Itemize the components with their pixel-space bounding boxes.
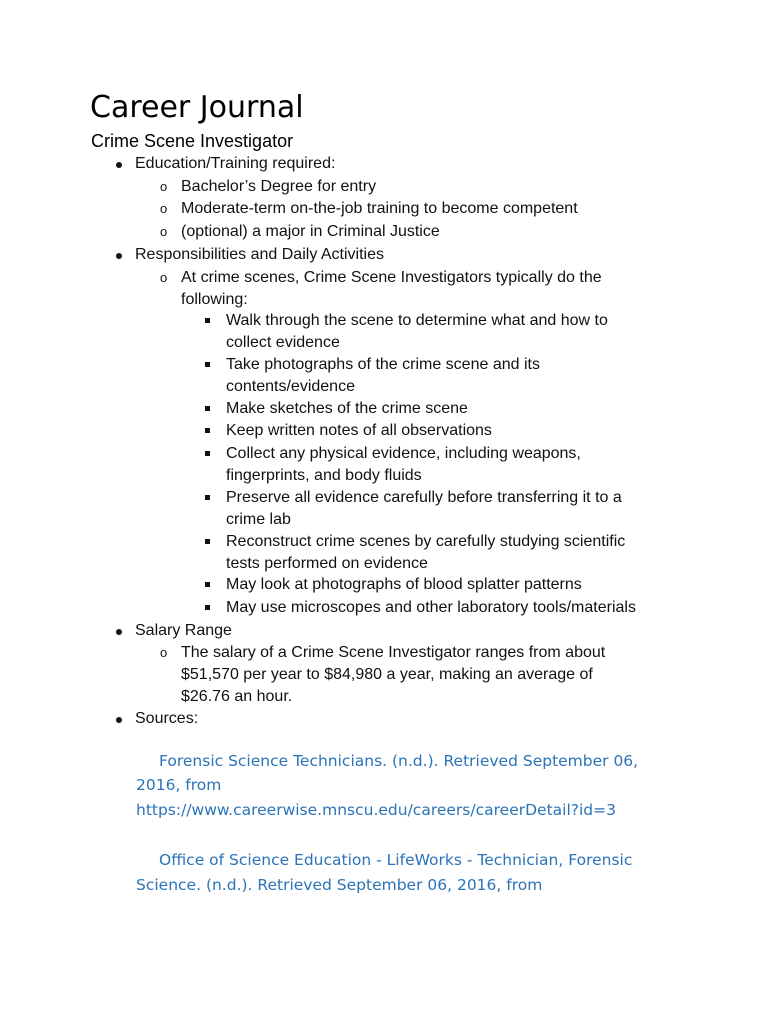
bullet-disc-icon [116, 629, 122, 635]
section-heading-responsibilities: Responsibilities and Daily Activities [135, 246, 384, 263]
document-title: Career Journal [90, 90, 304, 125]
task-item-continuation: fingerprints, and body fluids [226, 467, 422, 484]
task-item: May look at photographs of blood splatter patterns [226, 576, 582, 593]
list-item: (optional) a major in Criminal Justice [181, 223, 440, 240]
task-item: Preserve all evidence carefully before transferring it to a [226, 489, 622, 506]
task-item: Walk through the scene to determine what and how to [226, 312, 608, 329]
bullet-circle-icon: o [160, 645, 168, 660]
bullet-square-icon [205, 428, 210, 433]
salary-line: $26.76 an hour. [181, 688, 293, 705]
salary-line: $51,570 per year to $84,980 a year, making an average of [181, 666, 593, 683]
task-item-continuation: collect evidence [226, 334, 340, 351]
bullet-square-icon [205, 539, 210, 544]
task-item: Reconstruct crime scenes by carefully studying scientific [226, 533, 626, 550]
salary-line: The salary of a Crime Scene Investigator ranges from about [181, 644, 606, 661]
list-item: Moderate-term on-the-job training to become competent [181, 200, 578, 217]
task-item-continuation: contents/evidence [226, 378, 355, 395]
bullet-disc-icon [116, 717, 122, 723]
bullet-disc-icon [116, 253, 122, 259]
section-heading-sources: Sources: [135, 710, 199, 727]
task-item: Collect any physical evidence, including weapons, [226, 445, 581, 462]
bullet-square-icon [205, 605, 210, 610]
task-item: May use microscopes and other laboratory tools/materials [226, 599, 636, 616]
bullet-circle-icon: o [160, 201, 168, 216]
task-item-continuation: tests performed on evidence [226, 555, 428, 572]
source-citation-link[interactable]: Forensic Science Technicians. (n.d.). Retrieved September 06, [159, 752, 639, 770]
list-item: At crime scenes, Crime Scene Investigators typically do the [181, 269, 602, 286]
bullet-circle-icon: o [160, 179, 168, 194]
bullet-square-icon [205, 582, 210, 587]
list-item-continuation: following: [181, 291, 248, 308]
source-url-link[interactable]: https://www.careerwise.mnscu.edu/careers/careerDetail?id=3 [136, 801, 616, 819]
source-citation-link[interactable]: Science. (n.d.). Retrieved September 06, 2016, from [136, 876, 543, 894]
bullet-square-icon [205, 318, 210, 323]
section-heading-education: Education/Training required: [135, 155, 336, 172]
task-item: Take photographs of the crime scene and its [226, 356, 540, 373]
task-item: Make sketches of the crime scene [226, 400, 468, 417]
task-item-continuation: crime lab [226, 511, 291, 528]
bullet-square-icon [205, 451, 210, 456]
document-subtitle: Crime Scene Investigator [91, 131, 294, 151]
bullet-square-icon [205, 362, 210, 367]
bullet-disc-icon [116, 162, 122, 168]
section-heading-salary: Salary Range [135, 622, 232, 639]
bullet-square-icon [205, 406, 210, 411]
source-citation-link[interactable]: Office of Science Education - LifeWorks - Technician, Forensic [159, 851, 633, 869]
bullet-square-icon [205, 495, 210, 500]
source-citation-link[interactable]: 2016, from [136, 776, 222, 794]
list-item: Bachelor’s Degree for entry [181, 178, 377, 195]
task-item: Keep written notes of all observations [226, 422, 492, 439]
bullet-circle-icon: o [160, 270, 168, 285]
bullet-circle-icon: o [160, 224, 168, 239]
